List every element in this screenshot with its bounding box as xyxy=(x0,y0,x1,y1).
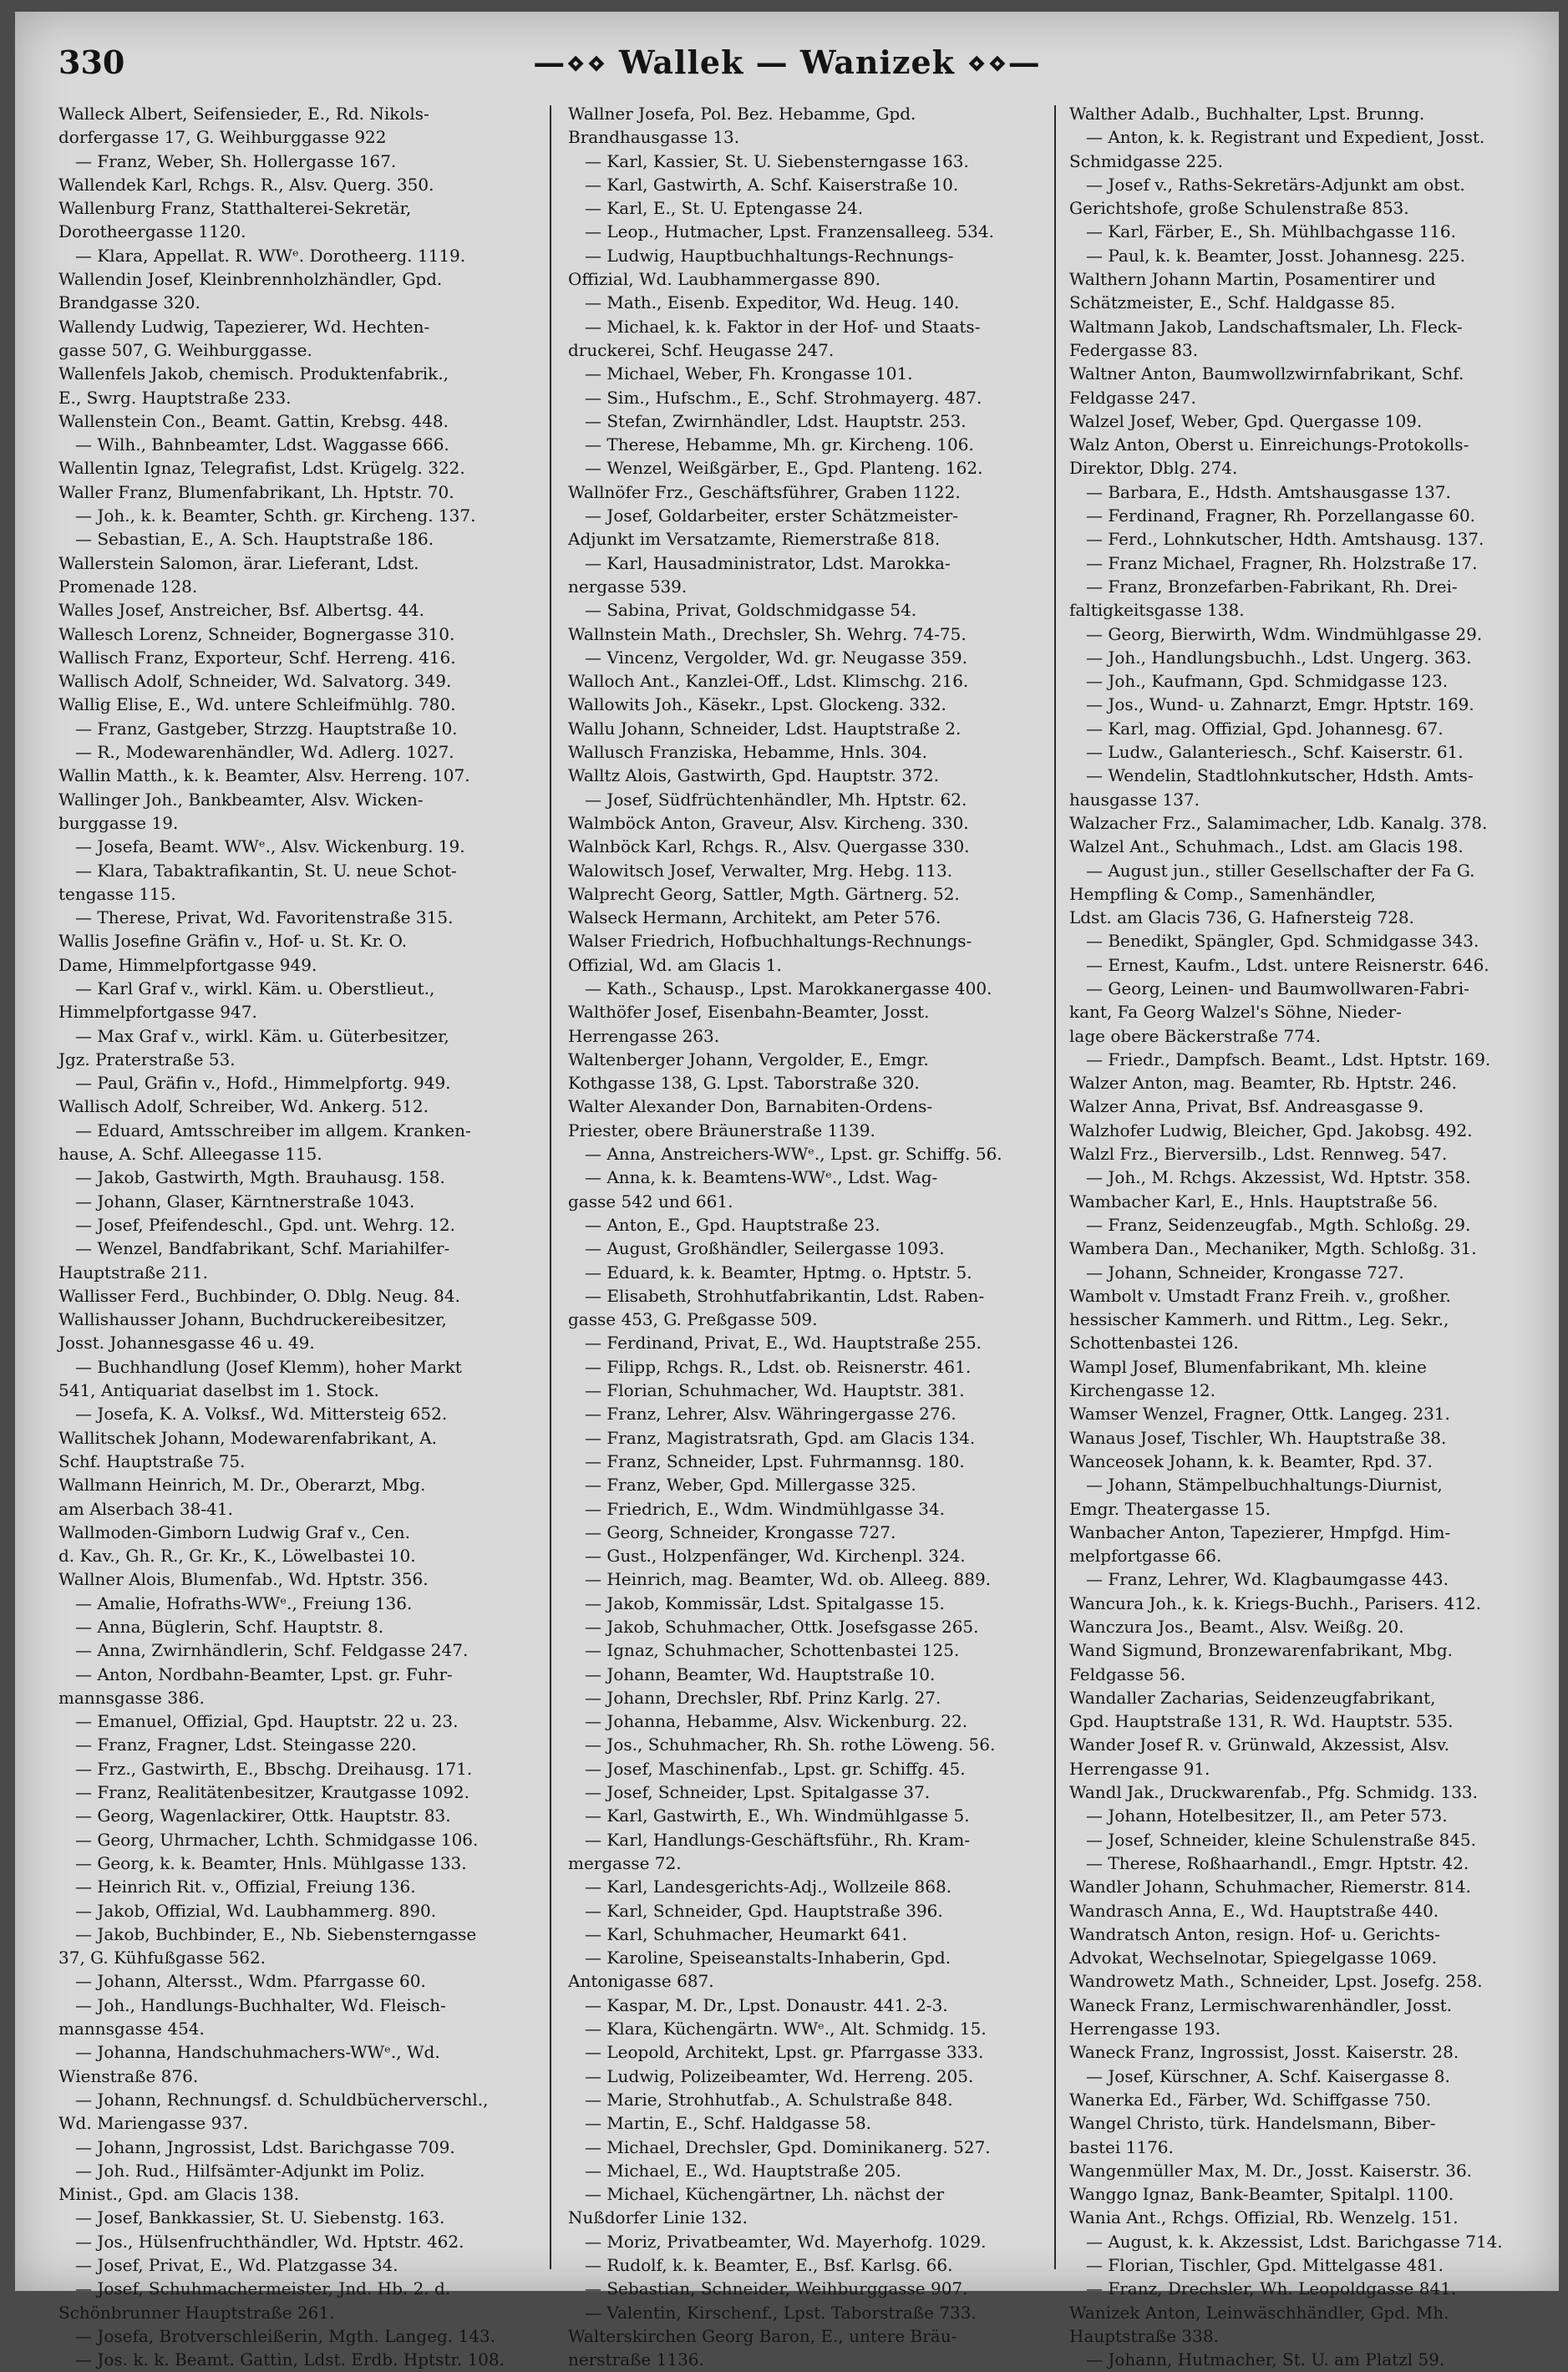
directory-entry: Adjunkt im Versatzamte, Riemerstraße 818. xyxy=(568,529,941,550)
directory-entry: Wallner Josefa, Pol. Bez. Hebamme, Gpd. xyxy=(568,104,916,124)
directory-entry: Wambolt v. Umstadt Franz Freih. v., großher. xyxy=(1069,1285,1451,1306)
directory-entry: — Moriz, Privatbeamter, Wd. Mayerhofg. 1029. xyxy=(585,2231,987,2252)
directory-entry: Wallisser Ferd., Buchbinder, O. Dblg. Neug. 84. xyxy=(58,1285,460,1306)
directory-entry: — Ferdinand, Fragner, Rh. Porzellangasse 60. xyxy=(1086,505,1476,526)
directory-entry: — Math., Eisenb. Expeditor, Wd. Heug. 140. xyxy=(585,292,960,313)
directory-entry: Wallenburg Franz, Statthalterei-Sekretär, xyxy=(58,198,412,219)
directory-entry: Advokat, Wechselnotar, Spiegelgasse 1069. xyxy=(1069,1948,1438,1968)
directory-entry: Wienstraße 876. xyxy=(58,2065,199,2086)
directory-entry: — Johann, Hotelbesitzer, Il., am Peter 573. xyxy=(1086,1806,1448,1826)
directory-entry: — Eduard, Amtsschreiber im allgem. Kranken- xyxy=(75,1120,471,1140)
directory-entry: — Johann, Jngrossist, Ldst. Barichgasse 709. xyxy=(75,2136,455,2157)
directory-entry: Hauptstraße 211. xyxy=(58,1262,208,1283)
directory-entry: — Joh., Handlungs-Buchhalter, Wd. Fleisch- xyxy=(75,1994,446,2015)
directory-entry: — Anton, E., Gpd. Hauptstraße 23. xyxy=(585,1214,880,1235)
directory-entry: — Georg, Wagenlackirer, Ottk. Hauptstr. 83. xyxy=(75,1806,451,1826)
directory-entry: — Anna, Anstreichers-WWᵉ., Lpst. gr. Schiffg. 56. xyxy=(585,1144,1002,1165)
directory-entry: — Josef, Kürschner, A. Schf. Kaisergasse 8. xyxy=(1086,2065,1450,2086)
directory-entry: Kirchengasse 12. xyxy=(1069,1380,1215,1401)
directory-entry: — Friedrich, E., Wdm. Windmühlgasse 34. xyxy=(585,1498,945,1519)
directory-entry: Wanerka Ed., Färber, Wd. Schiffgasse 750. xyxy=(1069,2089,1432,2110)
directory-entry: — Leop., Hutmacher, Lpst. Franzensalleeg. 534. xyxy=(585,221,994,242)
directory-entry: Waller Franz, Blumenfabrikant, Lh. Hptstr. 70. xyxy=(58,481,454,502)
directory-entry: Wanczura Jos., Beamt., Alsv. Weißg. 20. xyxy=(1069,1617,1404,1637)
directory-entry: — Georg, Uhrmacher, Lchth. Schmidgasse 106. xyxy=(75,1829,479,1850)
directory-entry: Walther Adalb., Buchhalter, Lpst. Brunng. xyxy=(1069,104,1425,124)
directory-entry: — Florian, Tischler, Gpd. Mittelgasse 481. xyxy=(1086,2255,1444,2276)
directory-entry: Wd. Mariengasse 937. xyxy=(58,2113,249,2134)
directory-entry: — Filipp, Rchgs. R., Ldst. ob. Reisnerstr. 461. xyxy=(585,1356,972,1377)
directory-entry: — Michael, Küchengärtner, Lh. nächst der xyxy=(585,2184,945,2205)
directory-entry: — Josef, Privat, E., Wd. Platzgasse 34. xyxy=(75,2255,398,2276)
directory-entry: Walzhofer Ludwig, Bleicher, Gpd. Jakobsg. 492. xyxy=(1069,1120,1473,1140)
directory-entry: — Karl, Hausadministrator, Ldst. Marokka- xyxy=(585,552,951,573)
directory-entry: — Josef, Schneider, Lpst. Spitalgasse 37. xyxy=(585,1782,931,1803)
directory-entry: Wallendek Karl, Rchgs. R., Alsv. Querg. 350. xyxy=(58,174,434,195)
page-number: 330 xyxy=(58,43,125,81)
directory-column-right xyxy=(1069,102,1534,2370)
directory-entry: — Benedikt, Spängler, Gpd. Schmidgasse 343. xyxy=(1086,931,1479,952)
directory-entry: bastei 1176. xyxy=(1069,2136,1174,2157)
directory-entry: — Franz, Lehrer, Wd. Klagbaumgasse 443. xyxy=(1086,1569,1449,1590)
directory-entry: — Franz, Gastgeber, Strzzg. Hauptstraße 10. xyxy=(75,718,458,739)
directory-entry: Walnböck Karl, Rchgs. R., Alsv. Quergasse 330. xyxy=(568,836,970,857)
directory-entry: hessischer Kammerh. und Rittm., Leg. Sekr., xyxy=(1069,1309,1449,1330)
directory-entry: am Alserbach 38-41. xyxy=(58,1498,233,1519)
directory-entry: gasse 453, G. Preßgasse 509. xyxy=(568,1309,818,1330)
directory-entry: — Karl, Schuhmacher, Heumarkt 641. xyxy=(585,1923,907,1944)
directory-entry: Waltner Anton, Baumwollzwirnfabrikant, Schf. xyxy=(1069,363,1464,384)
directory-entry: nergasse 539. xyxy=(568,576,688,597)
directory-entry: — Ernest, Kaufm., Ldst. untere Reisnerstr. 646. xyxy=(1086,954,1489,975)
directory-entry: — Joh., k. k. Beamter, Schth. gr. Kircheng. 137. xyxy=(75,505,476,526)
directory-entry: Walmböck Anton, Graveur, Alsv. Kircheng. 330. xyxy=(568,812,969,833)
directory-entry: — Georg, k. k. Beamter, Hnls. Mühlgasse 133. xyxy=(75,1852,467,1873)
directory-entry: — Jakob, Gastwirth, Mgth. Brauhausg. 158. xyxy=(75,1167,445,1188)
directory-entry: Wanbacher Anton, Tapezierer, Hmpfgd. Him- xyxy=(1069,1521,1451,1542)
directory-entry: Dame, Himmelpfortgasse 949. xyxy=(58,954,317,975)
directory-entry: — Jakob, Buchbinder, E., Nb. Siebensterngasse xyxy=(75,1923,477,1944)
directory-entry: druckerei, Schf. Heugasse 247. xyxy=(568,339,835,360)
directory-entry: — Michael, Weber, Fh. Krongasse 101. xyxy=(585,363,913,384)
directory-entry: Walzel Josef, Weber, Gpd. Quergasse 109. xyxy=(1069,410,1423,431)
directory-entry: — Johann, Rechnungsf. d. Schuldbücherverschl., xyxy=(75,2089,489,2110)
directory-entry: — Johann, Stämpelbuchhaltungs-Diurnist, xyxy=(1086,1475,1443,1496)
directory-entry: — Josef, Bankkassier, St. U. Siebenstg. 163. xyxy=(75,2207,445,2228)
directory-entry: Walles Josef, Anstreicher, Bsf. Albertsg. 44. xyxy=(58,600,424,621)
directory-entry: E., Swrg. Hauptstraße 233. xyxy=(58,387,292,408)
directory-entry: Herrengasse 263. xyxy=(568,1025,720,1046)
directory-entry: — Karl, Gastwirth, A. Schf. Kaiserstraße 10. xyxy=(585,174,959,195)
directory-entry: lage obere Bäckerstraße 774. xyxy=(1069,1025,1321,1046)
directory-entry: — Leopold, Architekt, Lpst. gr. Pfarrgasse 333. xyxy=(585,2042,984,2063)
directory-entry: — Ludwig, Polizeibeamter, Wd. Herreng. 205. xyxy=(585,2065,974,2086)
directory-entry: — Karl, Gastwirth, E., Wh. Windmühlgasse 5. xyxy=(585,1806,970,1826)
column-divider xyxy=(1054,105,1056,2269)
directory-entry: — Jos., Schuhmacher, Rh. Sh. rothe Löweng. 56. xyxy=(585,1735,996,1755)
directory-entry: Wallisch Franz, Exporteur, Schf. Herreng. 416. xyxy=(58,647,456,668)
directory-entry: Priester, obere Bräunerstraße 1139. xyxy=(568,1120,875,1140)
directory-entry: — Franz, Weber, Gpd. Millergasse 325. xyxy=(585,1475,916,1496)
directory-entry: mannsgasse 454. xyxy=(58,2019,205,2039)
directory-entry: — Emanuel, Offizial, Gpd. Hauptstr. 22 u. 23. xyxy=(75,1711,459,1732)
directory-entry: Wandratsch Anton, resign. Hof- u. Gerichts- xyxy=(1069,1923,1440,1944)
directory-entry: Walowitsch Josef, Verwalter, Mrg. Hebg. 113. xyxy=(568,860,953,881)
directory-entry: Wallentin Ignaz, Telegrafist, Ldst. Krügelg. 322. xyxy=(58,458,465,479)
directory-entry: — Wendelin, Stadtlohnkutscher, Hdsth. Amts- xyxy=(1086,765,1474,786)
directory-entry: Wancura Joh., k. k. Kriegs-Buchh., Parisers. 412. xyxy=(1069,1592,1482,1613)
directory-entry: Gerichtshofe, große Schulenstraße 853. xyxy=(1069,198,1409,219)
directory-entry: — Ludwig, Hauptbuchhaltungs-Rechnungs- xyxy=(585,245,954,266)
directory-entry: — Joh. Rud., Hilfsämter-Adjunkt im Poliz. xyxy=(75,2160,425,2181)
directory-entry: — Johanna, Hebamme, Alsv. Wickenburg. 22. xyxy=(585,1711,968,1732)
directory-entry: Walthern Johann Martin, Posamentirer und xyxy=(1069,269,1436,290)
directory-entry: — Amalie, Hofraths-WWᵉ., Freiung 136. xyxy=(75,1592,413,1613)
directory-entry: burggasse 19. xyxy=(58,812,179,833)
directory-entry: mannsgasse 386. xyxy=(58,1687,205,1708)
directory-entry: — Franz, Lehrer, Alsv. Währingergasse 276. xyxy=(585,1404,957,1425)
directory-entry: — Karl, Färber, E., Sh. Mühlbachgasse 116. xyxy=(1086,221,1457,242)
directory-entry: Josst. Johannesgasse 46 u. 49. xyxy=(58,1333,315,1354)
directory-entry: Offizial, Wd. Laubhammergasse 890. xyxy=(568,269,881,290)
directory-entry: — Gust., Holzpenfänger, Wd. Kirchenpl. 324. xyxy=(585,1546,966,1567)
directory-entry: dorfergasse 17, G. Weihburggasse 922 xyxy=(58,127,387,148)
directory-entry: — Therese, Hebamme, Mh. gr. Kircheng. 106. xyxy=(585,434,974,455)
directory-entry: — Anton, k. k. Registrant und Expedient, Josst. xyxy=(1086,127,1485,148)
directory-entry: Feldgasse 247. xyxy=(1069,387,1196,408)
directory-entry: — Johann, Altersst., Wdm. Pfarrgasse 60. xyxy=(75,1971,426,1992)
directory-entry: — Georg, Bierwirth, Wdm. Windmühlgasse 29. xyxy=(1086,623,1483,644)
directory-entry: — Sebastian, Schneider, Weihburggasse 907. xyxy=(585,2278,968,2299)
directory-entry: — Ferdinand, Privat, E., Wd. Hauptstraße 255. xyxy=(585,1333,982,1354)
directory-entry: Federgasse 83. xyxy=(1069,339,1199,360)
directory-entry: Promenade 128. xyxy=(58,576,198,597)
directory-entry: — Johanna, Handschuhmachers-WWᵉ., Wd. xyxy=(75,2042,440,2063)
directory-entry: Wallerstein Salomon, ärar. Lieferant, Ldst. xyxy=(58,552,419,573)
directory-entry: Walprecht Georg, Sattler, Mgth. Gärtnerg. 52. xyxy=(568,883,960,904)
directory-entry: Wangenmüller Max, M. Dr., Josst. Kaiserstr. 36. xyxy=(1069,2160,1473,2181)
directory-entry: — Jakob, Offizial, Wd. Laubhammerg. 890. xyxy=(75,1900,437,1921)
directory-entry: Gpd. Hauptstraße 131, R. Wd. Hauptstr. 535. xyxy=(1069,1711,1454,1732)
directory-entry: Wallmann Heinrich, M. Dr., Oberarzt, Mbg. xyxy=(58,1475,426,1496)
directory-entry: Wallenfels Jakob, chemisch. Produktenfabrik., xyxy=(58,363,449,384)
directory-entry: — Anna, k. k. Beamtens-WWᵉ., Ldst. Wag- xyxy=(585,1167,938,1188)
directory-entry: Walzl Frz., Bierversilb., Ldst. Rennweg. 547. xyxy=(1069,1144,1448,1165)
directory-entry: Walter Alexander Don, Barnabiten-Ordens- xyxy=(568,1096,933,1117)
directory-entry: Walloch Ant., Kanzlei-Off., Ldst. Klimschg. 216. xyxy=(568,671,969,692)
directory-entry: — Paul, Gräfin v., Hofd., Himmelpfortg. 949. xyxy=(75,1073,451,1094)
directory-entry: — Johann, Beamter, Wd. Hauptstraße 10. xyxy=(585,1663,936,1684)
directory-entry: — Therese, Roßhaarhandl., Emgr. Hptstr. 42. xyxy=(1086,1852,1469,1873)
directory-entry: Wampl Josef, Blumenfabrikant, Mh. kleine xyxy=(1069,1356,1427,1377)
directory-entry: — R., Modewarenhändler, Wd. Adlerg. 1027. xyxy=(75,742,454,763)
directory-entry: Wallmoden-Gimborn Ludwig Graf v., Cen. xyxy=(58,1521,411,1542)
directory-entry: Walzer Anna, Privat, Bsf. Andreasgasse 9. xyxy=(1069,1096,1424,1117)
directory-entry: Schf. Hauptstraße 75. xyxy=(58,1450,246,1471)
directory-entry: Wallendy Ludwig, Tapezierer, Wd. Hechten- xyxy=(58,316,430,337)
directory-entry: — Franz, Drechsler, Wh. Leopoldgasse 841. xyxy=(1086,2278,1457,2299)
directory-entry: — Kaspar, M. Dr., Lpst. Donaustr. 441. 2-3. xyxy=(585,1994,948,2015)
directory-entry: Kothgasse 138, G. Lpst. Taborstraße 320. xyxy=(568,1073,920,1094)
directory-column-left xyxy=(58,102,523,2370)
directory-entry: 37, G. Kühfußgasse 562. xyxy=(58,1948,266,1968)
directory-entry: Wander Josef R. v. Grünwald, Akzessist, Alsv. xyxy=(1069,1735,1450,1755)
directory-entry: Walz Anton, Oberst u. Einreichungs-Protokolls- xyxy=(1069,434,1469,455)
directory-entry: — Michael, k. k. Faktor in der Hof- und Staats- xyxy=(585,316,981,337)
directory-entry: Feldgasse 56. xyxy=(1069,1663,1186,1684)
directory-entry: Himmelpfortgasse 947. xyxy=(58,1002,257,1023)
directory-entry: — Georg, Schneider, Krongasse 727. xyxy=(585,1521,896,1542)
directory-entry: — Frz., Gastwirth, E., Bbschg. Dreihausg. 171. xyxy=(75,1758,473,1779)
directory-entry: — Wenzel, Weißgärber, E., Gpd. Planteng. 162. xyxy=(585,458,983,479)
directory-entry: Ldst. am Glacis 736, G. Hafnersteig 728. xyxy=(1069,907,1414,928)
directory-entry: Minist., Gpd. am Glacis 138. xyxy=(58,2184,300,2205)
directory-entry: — August, k. k. Akzessist, Ldst. Barichgasse 714. xyxy=(1086,2231,1503,2252)
directory-entry: — Jos., Wund- u. Zahnarzt, Emgr. Hptstr. 169. xyxy=(1086,694,1474,715)
directory-entry: — Wenzel, Bandfabrikant, Schf. Mariahilfer- xyxy=(75,1238,450,1259)
directory-entry: Wallner Alois, Blumenfab., Wd. Hptstr. 356. xyxy=(58,1569,429,1590)
directory-entry: — Joh., M. Rchgs. Akzessist, Wd. Hptstr. 358. xyxy=(1086,1167,1471,1188)
directory-entry: Wallnstein Math., Drechsler, Sh. Wehrg. 74-75. xyxy=(568,623,967,644)
directory-entry: Wallig Elise, E., Wd. untere Schleifmühlg. 780. xyxy=(58,694,456,715)
directory-entry: — Georg, Leinen- und Baumwollwaren-Fabri- xyxy=(1086,978,1469,998)
directory-entry: Wallnöfer Frz., Geschäftsführer, Graben 1122. xyxy=(568,481,961,502)
directory-entry: Wallis Josefine Gräfin v., Hof- u. St. Kr. O. xyxy=(58,931,408,952)
directory-entry: Waneck Franz, Lermischwarenhändler, Josst. xyxy=(1069,1994,1453,2015)
directory-entry: — Friedr., Dampfsch. Beamt., Ldst. Hptstr. 169. xyxy=(1086,1049,1491,1069)
directory-entry: Wanceosek Johann, k. k. Beamter, Rpd. 37. xyxy=(1069,1450,1433,1471)
directory-entry: — Rudolf, k. k. Beamter, E., Bsf. Karlsg. 66. xyxy=(585,2255,953,2276)
directory-entry: — Johann, Schneider, Krongasse 727. xyxy=(1086,1262,1404,1283)
directory-entry: — Vincenz, Vergolder, Wd. gr. Neugasse 359. xyxy=(585,647,968,668)
directory-entry: Wallishausser Johann, Buchdruckereibesitzer, xyxy=(58,1309,447,1330)
directory-entry: — Klara, Küchengärtn. WWᵉ., Alt. Schmidg. 15. xyxy=(585,2019,987,2039)
directory-entry: Walseck Hermann, Architekt, am Peter 576. xyxy=(568,907,941,928)
directory-entry: — Karl, mag. Offizial, Gpd. Johannesg. 67. xyxy=(1086,718,1444,739)
directory-entry: — Franz, Weber, Sh. Hollergasse 167. xyxy=(75,150,397,171)
directory-entry: — Michael, E., Wd. Hauptstraße 205. xyxy=(585,2160,901,2181)
directory-entry: — Jos. k. k. Beamt. Gattin, Ldst. Erdb. Hptstr. 108. xyxy=(75,2349,505,2370)
directory-entry: Antonigasse 687. xyxy=(568,1971,714,1992)
directory-entry: Wallitschek Johann, Modewarenfabrikant, A. xyxy=(58,1427,438,1448)
directory-entry: Dorotheergasse 1120. xyxy=(58,221,246,242)
directory-entry: — Anna, Büglerin, Schf. Hauptstr. 8. xyxy=(75,1617,384,1637)
directory-entry: — Heinrich Rit. v., Offizial, Freiung 136. xyxy=(75,1877,416,1897)
directory-entry: Wanizek Anton, Leinwäschhändler, Gpd. Mh. xyxy=(1069,2302,1449,2323)
directory-entry: — Josef, Südfrüchtenhändler, Mh. Hptstr. 62. xyxy=(585,789,967,810)
directory-entry: — Martin, E., Schf. Haldgasse 58. xyxy=(585,2113,872,2134)
directory-entry: Wallesch Lorenz, Schneider, Bognergasse 310. xyxy=(58,623,455,644)
directory-entry: — Joh., Kaufmann, Gpd. Schmidgasse 123. xyxy=(1086,671,1449,692)
directory-entry: Brandgasse 320. xyxy=(58,292,200,313)
directory-entry: — Paul, k. k. Beamter, Josst. Johannesg. 225. xyxy=(1086,245,1465,266)
directory-entry: Wallinger Joh., Bankbeamter, Alsv. Wicken- xyxy=(58,789,424,810)
running-title: —⋄⋄ Wallek — Wanizek ⋄⋄— xyxy=(533,43,1041,81)
directory-entry: — August, Großhändler, Seilergasse 1093. xyxy=(585,1238,945,1259)
directory-entry: Offizial, Wd. am Glacis 1. xyxy=(568,954,782,975)
directory-entry: Herrengasse 193. xyxy=(1069,2019,1221,2039)
directory-entry: — Elisabeth, Strohhutfabrikantin, Ldst. Raben- xyxy=(585,1285,985,1306)
directory-entry: — Josefa, K. A. Volksf., Wd. Mittersteig 652. xyxy=(75,1404,448,1425)
directory-entry: d. Kav., Gh. R., Gr. Kr., K., Löwelbastei 10. xyxy=(58,1546,416,1567)
directory-entry: Wallin Matth., k. k. Beamter, Alsv. Herreng. 107. xyxy=(58,765,470,786)
directory-entry: gasse 542 und 661. xyxy=(568,1191,733,1211)
directory-entry: Walterskirchen Georg Baron, E., untere Bräu- xyxy=(568,2325,957,2346)
directory-entry: — Franz, Magistratsrath, Gpd. am Glacis 134. xyxy=(585,1427,976,1448)
directory-entry: Wangel Christo, türk. Handelsmann, Biber- xyxy=(1069,2113,1436,2134)
directory-entry: Jgz. Praterstraße 53. xyxy=(58,1049,236,1069)
directory-entry: — Anton, Nordbahn-Beamter, Lpst. gr. Fuhr- xyxy=(75,1663,453,1684)
directory-entry: — Josef, Schneider, kleine Schulenstraße 845. xyxy=(1086,1829,1477,1850)
directory-entry: — Franz Michael, Fragner, Rh. Holzstraße 17. xyxy=(1086,552,1478,573)
directory-entry: Wandler Johann, Schuhmacher, Riemerstr. 814. xyxy=(1069,1877,1471,1897)
directory-entry: gasse 507, G. Weihburggasse. xyxy=(58,339,312,360)
directory-entry: Wallu Johann, Schneider, Ldst. Hauptstraße 2. xyxy=(568,718,962,739)
directory-entry: — Johann, Drechsler, Rbf. Prinz Karlg. 27. xyxy=(585,1687,941,1708)
directory-entry: Emgr. Theatergasse 15. xyxy=(1069,1498,1271,1519)
directory-entry: — Ferd., Lohnkutscher, Hdth. Amtshausg. 137. xyxy=(1086,529,1484,550)
column-divider xyxy=(550,105,551,2269)
directory-entry: — Karl Graf v., wirkl. Käm. u. Oberstlieut., xyxy=(75,978,435,998)
directory-entry: — August jun., stiller Gesellschafter der Fa G. xyxy=(1086,860,1475,881)
directory-entry: — Karl, E., St. U. Eptengasse 24. xyxy=(585,198,864,219)
directory-entry: Wallisch Adolf, Schneider, Wd. Salvatorg. 349. xyxy=(58,671,452,692)
directory-entry: Walzacher Frz., Salamimacher, Ldb. Kanalg. 378. xyxy=(1069,812,1488,833)
directory-entry: — Josef, Schuhmachermeister, Jnd. Hb. 2. d. xyxy=(75,2278,451,2299)
directory-entry: Schätzmeister, E., Schf. Haldgasse 85. xyxy=(1069,292,1396,313)
directory-entry: Wamser Wenzel, Fragner, Ottk. Langeg. 231. xyxy=(1069,1404,1450,1425)
directory-entry: — Buchhandlung (Josef Klemm), hoher Markt xyxy=(75,1356,462,1377)
directory-entry: — Josef, Pfeifendeschl., Gpd. unt. Wehrg. 12. xyxy=(75,1214,455,1235)
directory-entry: — Jos., Hülsenfruchthändler, Wd. Hptstr. 462. xyxy=(75,2231,464,2252)
directory-entry: Herrengasse 91. xyxy=(1069,1758,1210,1779)
directory-entry: — Johann, Hutmacher, St. U. am Platzl 59. xyxy=(1086,2349,1445,2370)
directory-entry: Schönbrunner Hauptstraße 261. xyxy=(58,2302,335,2323)
directory-entry: — Florian, Schuhmacher, Wd. Hauptstr. 381. xyxy=(585,1380,965,1401)
directory-entry: — Anna, Zwirnhändlerin, Schf. Feldgasse 247. xyxy=(75,1640,469,1661)
directory-entry: nerstraße 1136. xyxy=(568,2349,704,2370)
directory-entry: Hauptstraße 338. xyxy=(1069,2325,1219,2346)
directory-entry: Walltz Alois, Gastwirth, Gpd. Hauptstr. 372. xyxy=(568,765,939,786)
directory-entry: Wanaus Josef, Tischler, Wh. Hauptstraße 38. xyxy=(1069,1427,1447,1448)
directory-entry: — Ignaz, Schuhmacher, Schottenbastei 125. xyxy=(585,1640,960,1661)
directory-entry: kant, Fa Georg Walzel's Söhne, Nieder- xyxy=(1069,1002,1402,1023)
directory-entry: 541, Antiquariat daselbst im 1. Stock. xyxy=(58,1380,379,1401)
directory-entry: Wanggo Ignaz, Bank-Beamter, Spitalpl. 1100. xyxy=(1069,2184,1454,2205)
directory-entry: — Karoline, Speiseanstalts-Inhaberin, Gpd. xyxy=(585,1948,951,1968)
directory-entry: Wandl Jak., Druckwarenfab., Pfg. Schmidg. 133. xyxy=(1069,1782,1479,1803)
directory-entry: — Heinrich, mag. Beamter, Wd. ob. Alleeg. 889. xyxy=(585,1569,992,1590)
directory-entry: Walzer Anton, mag. Beamter, Rb. Hptstr. 246. xyxy=(1069,1073,1457,1094)
directory-entry: — Josef, Goldarbeiter, erster Schätzmeister- xyxy=(585,505,958,526)
directory-entry: Wand Sigmund, Bronzewarenfabrikant, Mbg. xyxy=(1069,1640,1454,1661)
directory-entry: — Eduard, k. k. Beamter, Hptmg. o. Hptstr. 5. xyxy=(585,1262,972,1283)
directory-entry: — Stefan, Zwirnhändler, Ldst. Hauptstr. 253. xyxy=(585,410,967,431)
directory-entry: — Josefa, Brotverschleißerin, Mgth. Langeg. 143. xyxy=(75,2325,495,2346)
directory-entry: — Josef, Maschinenfab., Lpst. gr. Schiffg. 45. xyxy=(585,1758,966,1779)
directory-entry: — Max Graf v., wirkl. Käm. u. Güterbesitzer, xyxy=(75,1025,449,1046)
directory-entry: — Franz, Seidenzeugfab., Mgth. Schloßg. 29. xyxy=(1086,1214,1471,1235)
directory-entry: — Wilh., Bahnbeamter, Ldst. Waggasse 666. xyxy=(75,434,449,455)
directory-entry: — Michael, Drechsler, Gpd. Dominikanerg. 527. xyxy=(585,2136,991,2157)
directory-entry: — Karl, Schneider, Gpd. Hauptstraße 396. xyxy=(585,1900,943,1921)
directory-entry: Wallisch Adolf, Schreiber, Wd. Ankerg. 512. xyxy=(58,1096,429,1117)
directory-entry: — Sabina, Privat, Goldschmidgasse 54. xyxy=(585,600,917,621)
directory-entry: faltigkeitsgasse 138. xyxy=(1069,600,1245,621)
directory-column-middle xyxy=(568,102,1033,2370)
directory-entry: — Klara, Tabaktrafikantin, St. U. neue Schot- xyxy=(75,860,457,881)
directory-entry: — Josef v., Raths-Sekretärs-Adjunkt am obst. xyxy=(1086,174,1465,195)
directory-entry: — Karl, Kassier, St. U. Siebensterngasse 163. xyxy=(585,150,969,171)
directory-entry: Wandrasch Anna, E., Wd. Hauptstraße 440. xyxy=(1069,1900,1439,1921)
directory-page xyxy=(15,12,1559,2370)
directory-entry: — Sim., Hufschm., E., Schf. Strohmayerg. 487. xyxy=(585,387,982,408)
directory-entry: hausgasse 137. xyxy=(1069,789,1200,810)
directory-entry: Walzel Ant., Schuhmach., Ldst. am Glacis 198. xyxy=(1069,836,1464,857)
directory-entry: — Klara, Appellat. R. WWᵉ. Dorotheerg. 1119. xyxy=(75,245,466,266)
directory-entry: — Franz, Realitätenbesitzer, Krautgasse 1092. xyxy=(75,1782,470,1803)
directory-entry: Waneck Franz, Ingrossist, Josst. Kaiserstr. 28. xyxy=(1069,2042,1459,2063)
directory-entry: Walthöfer Josef, Eisenbahn-Beamter, Josst. xyxy=(568,1002,930,1023)
directory-entry: — Jakob, Schuhmacher, Ottk. Josefsgasse 265. xyxy=(585,1617,979,1637)
directory-entry: Wambera Dan., Mechaniker, Mgth. Schloßg. 31. xyxy=(1069,1238,1477,1259)
directory-entry: Direktor, Dblg. 274. xyxy=(1069,458,1238,479)
directory-entry: Wandaller Zacharias, Seidenzeugfabrikant, xyxy=(1069,1687,1436,1708)
directory-entry: — Johann, Glaser, Kärntnerstraße 1043. xyxy=(75,1191,415,1211)
directory-entry: — Franz, Bronzefarben-Fabrikant, Rh. Drei- xyxy=(1086,576,1458,597)
directory-entry: Wallendin Josef, Kleinbrennholzhändler, Gpd. xyxy=(58,269,443,290)
directory-entry: Waltmann Jakob, Landschaftsmaler, Lh. Fleck- xyxy=(1069,316,1463,337)
directory-entry: hause, A. Schf. Alleegasse 115. xyxy=(58,1144,322,1165)
directory-entry: — Valentin, Kirschenf., Lpst. Taborstraße 733. xyxy=(585,2302,977,2323)
directory-entry: — Franz, Fragner, Ldst. Steingasse 220. xyxy=(75,1735,417,1755)
directory-entry: Nußdorfer Linie 132. xyxy=(568,2207,748,2228)
directory-entry: — Sebastian, E., A. Sch. Hauptstraße 186. xyxy=(75,529,434,550)
directory-entry: Wania Ant., Rchgs. Offizial, Rb. Wenzelg. 151. xyxy=(1069,2207,1459,2228)
directory-entry: Walser Friedrich, Hofbuchhaltungs-Rechnungs- xyxy=(568,931,972,952)
directory-entry: tengasse 115. xyxy=(58,883,176,904)
directory-entry: mergasse 72. xyxy=(568,1852,682,1873)
directory-entry: — Barbara, E., Hdsth. Amtshausgasse 137. xyxy=(1086,481,1451,502)
directory-entry: Wallenstein Con., Beamt. Gattin, Krebsg. 448. xyxy=(58,410,449,431)
directory-entry: — Karl, Landesgerichts-Adj., Wollzeile 868. xyxy=(585,1877,952,1897)
directory-entry: — Joh., Handlungsbuchh., Ldst. Ungerg. 363. xyxy=(1086,647,1472,668)
directory-entry: Wandrowetz Math., Schneider, Lpst. Josefg. 258. xyxy=(1069,1971,1483,1992)
directory-entry: — Jakob, Kommissär, Ldst. Spitalgasse 15. xyxy=(585,1592,945,1613)
directory-entry: Walleck Albert, Seifensieder, E., Rd. Nikols- xyxy=(58,104,429,124)
directory-entry: Schottenbastei 126. xyxy=(1069,1333,1239,1354)
directory-entry: — Kath., Schausp., Lpst. Marokkanergasse 400. xyxy=(585,978,992,998)
directory-entry: Waltenberger Johann, Vergolder, E., Emgr. xyxy=(568,1049,929,1069)
directory-entry: — Marie, Strohhutfab., A. Schulstraße 848. xyxy=(585,2089,953,2110)
directory-entry: Schmidgasse 225. xyxy=(1069,150,1223,171)
directory-entry: Hempfling & Comp., Samenhändler, xyxy=(1069,883,1376,904)
directory-entry: — Therese, Privat, Wd. Favoritenstraße 315. xyxy=(75,907,454,928)
directory-entry: — Josefa, Beamt. WWᵉ., Alsv. Wickenburg. 19. xyxy=(75,836,465,857)
directory-entry: melpfortgasse 66. xyxy=(1069,1546,1222,1567)
directory-entry: Wallowits Joh., Käsekr., Lpst. Glockeng. 332. xyxy=(568,694,946,715)
directory-entry: — Ludw., Galanteriesch., Schf. Kaiserstr. 61. xyxy=(1086,742,1464,763)
directory-entry: Brandhausgasse 13. xyxy=(568,127,740,148)
directory-entry: Wallusch Franziska, Hebamme, Hnls. 304. xyxy=(568,742,928,763)
directory-entry: — Franz, Schneider, Lpst. Fuhrmannsg. 180. xyxy=(585,1450,965,1471)
page-header xyxy=(15,40,1559,90)
directory-entry: Wambacher Karl, E., Hnls. Hauptstraße 56. xyxy=(1069,1191,1439,1211)
directory-entry: — Karl, Handlungs-Geschäftsführ., Rh. Kram- xyxy=(585,1829,971,1850)
